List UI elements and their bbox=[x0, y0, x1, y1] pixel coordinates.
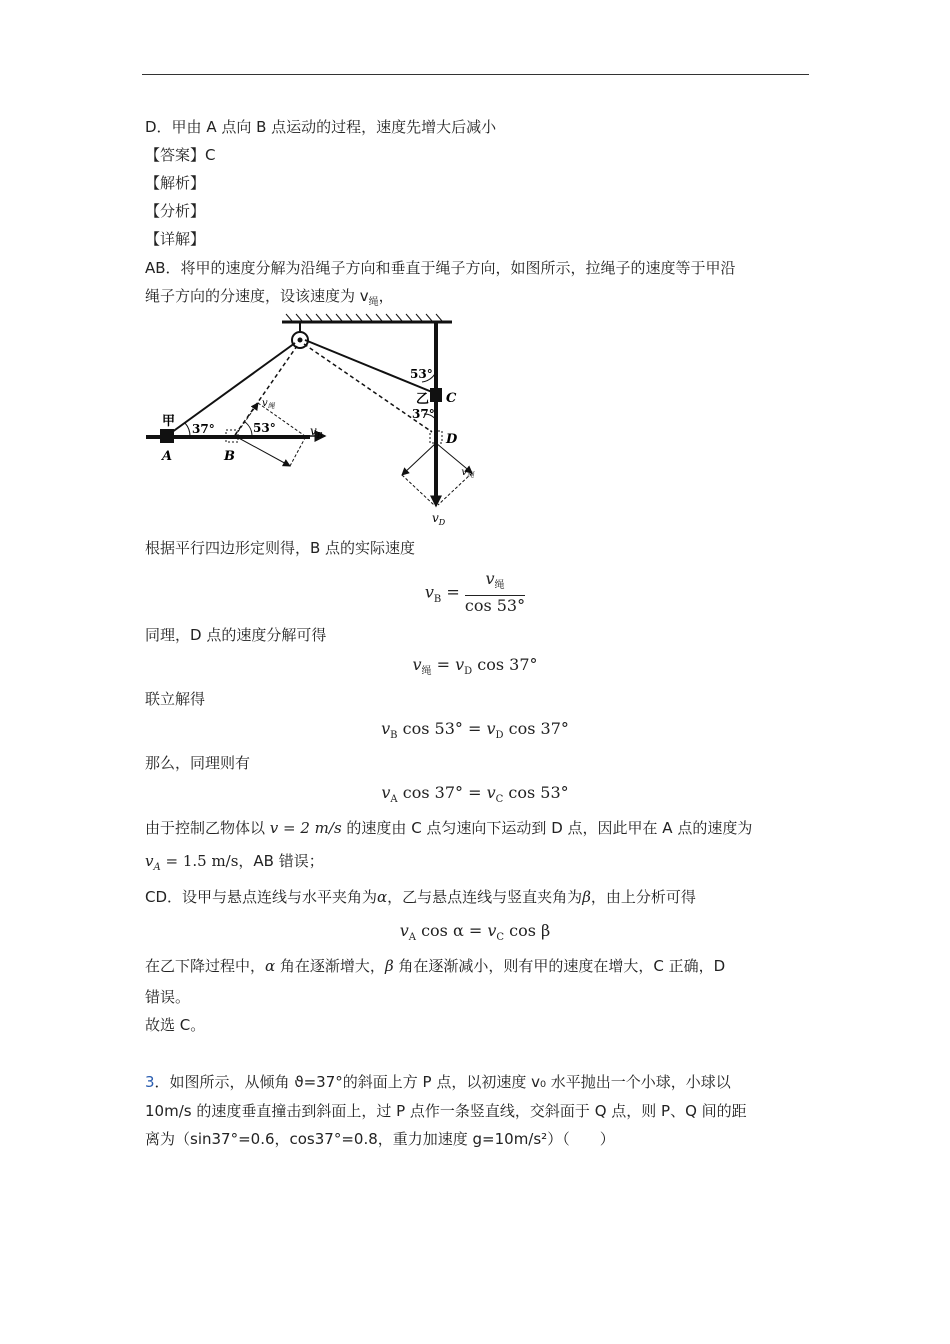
ab-paragraph-line1: AB．将甲的速度分解为沿绳子方向和垂直于绳子方向，如图所示，拉绳子的速度等于甲沿 bbox=[145, 259, 736, 277]
label-b: B bbox=[224, 449, 235, 464]
q3-line3: 离为（sin37°=0.6，cos37°=0.8，重力加速度 g=10m/s²）（ ） bbox=[145, 1130, 615, 1148]
parallelogram-line: 根据平行四边形定则得，B 点的实际速度 bbox=[145, 539, 416, 557]
ceiling-hatch bbox=[286, 314, 442, 321]
analysis-label: 【解析】 bbox=[145, 174, 206, 192]
header-rule bbox=[142, 74, 809, 75]
velocity-decomposition-figure bbox=[140, 310, 480, 530]
label-vb: $v_B$ bbox=[310, 424, 323, 440]
equation-vb-vd: $v_B$ $\cos 53^\circ = v_D$ cos 37° bbox=[381, 719, 569, 742]
block-jia-at-a bbox=[160, 429, 174, 443]
control-line: 由于控制乙物体以 v = 2 m/s 的速度由 C 点匀速向下运动到 D 点，因此甲在 A 点的速度为 bbox=[145, 819, 753, 837]
label-vsheng-d: $v_绳$ bbox=[461, 467, 474, 479]
label-a: A bbox=[162, 449, 173, 464]
q3-line1: 3．如图所示，从倾角 ϑ=37°的斜面上方 P 点，以初速度 v₀ 水平抛出一个小球，小球以 bbox=[145, 1073, 731, 1091]
choose-line: 故选 C。 bbox=[145, 1016, 206, 1034]
option-d: D．甲由 A 点向 B 点运动的过程，速度先增大后减小 bbox=[145, 118, 497, 136]
equation-vb: $v_B$ = $\frac{v_绳}{\cos 53^\circ}$ bbox=[424, 569, 526, 616]
same-d-line: 同理，D 点的速度分解可得 bbox=[145, 626, 327, 644]
label-angle-37-d: 37° bbox=[412, 407, 435, 421]
label-angle-53-c: 53° bbox=[410, 367, 433, 381]
detail-label: 【详解】 bbox=[145, 230, 206, 248]
label-d: D bbox=[446, 432, 458, 447]
label-jia: 甲 bbox=[162, 414, 176, 429]
rope-jia bbox=[168, 343, 295, 435]
ab-paragraph-line2: 绳子方向的分速度，设该速度为 $v_绳$， bbox=[145, 287, 394, 308]
q3-number: 3 bbox=[145, 1073, 155, 1091]
label-yi: 乙 bbox=[416, 392, 430, 407]
cd-line: CD．设甲与悬点连线与水平夹角为α，乙与悬点连线与竖直夹角为β，由上分析可得 bbox=[145, 888, 696, 906]
descent-line: 在乙下降过程中，α 角在逐渐增大，β 角在逐渐减小，则有甲的速度在增大，C 正确，D bbox=[145, 957, 726, 975]
name-line: 那么，同理则有 bbox=[145, 754, 251, 772]
block-yi-at-c bbox=[430, 388, 442, 402]
label-c: C bbox=[446, 391, 457, 406]
lianli-line: 联立解得 bbox=[145, 690, 206, 708]
label-angle-53-b: 53° bbox=[253, 421, 276, 435]
equation-vsheng: $v_绳 = v_D$ cos 37° bbox=[412, 655, 538, 678]
label-vsheng-b: $v_绳$ bbox=[262, 398, 275, 410]
q3-line2: 10m/s 的速度垂直撞击到斜面上，过 P 点作一条竖直线，交斜面于 Q 点，则 P、Q 间的距 bbox=[145, 1102, 747, 1120]
descent-line-2: 错误。 bbox=[145, 988, 191, 1006]
answer-label: 【答案】C bbox=[145, 146, 216, 164]
fenxi-label: 【分析】 bbox=[145, 202, 206, 220]
va-line: $v_A = 1.5$ m/s，AB 错误； bbox=[145, 852, 324, 873]
label-angle-37-a: 37° bbox=[192, 422, 215, 436]
equation-va-vc: $v_A$ $\cos 37^\circ = v_C$ cos 53° bbox=[381, 783, 569, 806]
equation-alpha-beta: $v_A$ $\cos \alpha = v_C$ cos β bbox=[399, 921, 551, 944]
label-vd: $v_D$ bbox=[432, 511, 446, 527]
rope-yi bbox=[305, 340, 432, 392]
